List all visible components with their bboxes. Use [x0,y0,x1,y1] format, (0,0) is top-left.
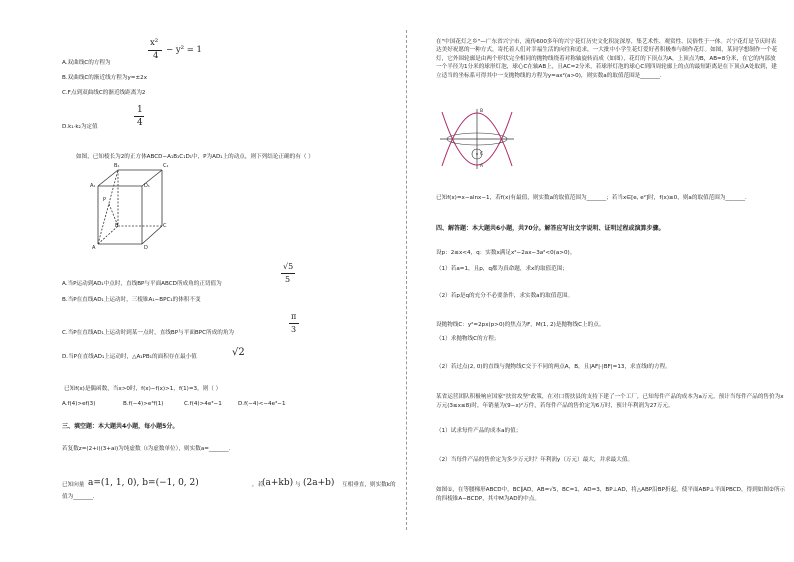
option-a: A.双曲线C的方程为 [62,60,111,66]
ineq-option-a: A.f(4)>ef(3) [62,401,96,407]
cube-figure [88,164,170,252]
column-divider [406,30,407,530]
fill-question-2-expr2: (2a+b) [303,478,335,488]
fill-question-2-c: 与 [295,482,301,488]
q18-part-1: （1）求抛物线C的方程； [436,336,500,342]
hyperbola-eq-rest: − y² = 1 [166,45,202,55]
cube-label-a: A [92,245,96,251]
q17-part-1: （1）若a=1，且p，q都为真命题，求x的取值范围； [436,266,568,272]
cube-option-d: D.当P在直线AD₁上运动时，△A₁PB₁的面积存在最小值 [62,354,197,360]
cube-option-c-frac-den: 3 [291,325,297,334]
cube-label-a1: A₁ [90,183,96,189]
fill-question-2-b: ，若 [252,482,264,488]
q17-part-2: （2）若p是q的充分不必要条件，求实数a的取值范围。 [436,293,574,299]
cube-option-c-frac-bar [289,323,299,324]
fill-question-2-d: 互相垂直，则实数k的 [342,482,396,488]
ineq-option-b: B.f(−4)>e³f(1) [123,401,164,407]
option-d: D.k₁·k₂为定值 [62,124,98,130]
cube-label-p: P [103,197,107,203]
function-question: 已知f(x)=x−alnx−1，若f(x)有最值，则实数a的取值范围为_______；若当x∈[e, e²]时，f(x)≥0，则a的取值范围为_______. [436,195,747,201]
lantern-label-b: B [480,109,484,114]
section-3-title: 三、填空题：本大题共4小题，每小题5分。 [62,423,179,430]
cube-label-b: B [115,223,119,229]
lantern-question: 在"中国花灯之乡"—广东省兴宁市，流传600多年的兴宁花灯历史文化积淀深厚，集艺术性、观赏性、民俗性于一体。兴宁花灯是节庆时表达美好祝愿的一种方式，寄托着人们对幸福生活的向往和追求，一大批中小学生花灯爱好者积极参与制作花灯。如图，某同学想制作一个花灯，它外围轮廓是由两个形状完全相同的抛物线绕着对称轴旋转而成（如图），花灯的下顶点为A，上顶点为B，AB=8分米，在它的内部放一个半径为1分米的球形灯泡，球心C在轴AB上，且AC=2分米，若球形灯泡的球心C到四周轮廓上的点的最短距离是在下顶点A处取到，建立适当的坐标系可得其中一支抛物线的方程为y=ax²(a>0)，则实数a的取值范围是_______. [436,39,778,79]
fill-question-1: 若复数z=(2+i)(3+ai)为纯虚数（i为虚数单位），则实数a=_______. [62,446,231,452]
cube-option-b: B.当P在直线AD₁上运动时，三棱锥A₁−BPC₁的体积不变 [62,297,201,303]
q18-stem: 设抛物线C：y²=2px(p>0)的焦点为F，M(1, 2)是抛物线C上的点。 [436,322,605,328]
q17-stem: 设p：2≤x<4，q：实数x满足x²−2ax−3a²<0(a>0)。 [436,250,576,256]
cube-option-c-frac-num: π [291,312,297,321]
cube-label-d1: D₁ [144,183,150,189]
ineq-option-c: C.f(4)>4e³−1 [184,401,222,407]
fill-question-2-expr1: (a+kb) [262,478,294,488]
q19-stem: 某省运营团队积极响应国家"扶贫攻坚"政策，在对口帮扶县的支持下建了一个工厂，已知每件产品的成本为a万元，预计当每件产品的售价为x万元(3≤x≤8)时，年销量为(9−x)²万件，若每件产品的售价定为6万时，预计年利润为27万元。 [436,394,784,409]
right-column [412,0,794,562]
cube-option-a: A.当P运动到AD₁中点时，直线BP与平面ABCD所成角的正切值为 [62,281,222,287]
lantern-figure [436,108,518,170]
cube-option-a-frac-bar [281,273,295,274]
section-4-title: 四、解答题：本大题共6小题，共70分。解答应写出文字说明、证明过程或演算步骤。 [436,225,665,232]
fill-question-2-a: 已知向量 [62,482,85,488]
q19-part-1: （1）试求每件产品的成本a的值； [436,428,522,434]
option-d-frac-den: 4 [137,118,143,128]
lantern-label-c: C [480,152,484,157]
cube-question: 如图，已知棱长为2的正方体ABCD−A₁B₁C₁D₁中，P为AD₁上的动点，则下列结论正确的有（ ） [76,154,314,160]
cube-label-d: D [144,245,148,251]
cube-option-a-frac-den: 5 [285,275,291,284]
cube-label-c: C [163,223,167,229]
option-d-frac-num: 1 [137,105,143,115]
cube-option-a-frac-num: √5 [283,262,294,271]
hyperbola-frac-num: x² [150,38,159,48]
cube-label-b1: B₁ [114,163,120,169]
fill-question-2-e: 值为_______. [62,494,95,500]
option-b: B.双曲线C的渐近线方程为y=±2x [62,75,148,81]
lantern-label-a: A [480,164,484,169]
cube-option-d-value: √2 [232,347,245,358]
q19-part-2: （2）当每件产品的售价定为多少万元时？年利润y（万元）最大，并求最大值。 [436,457,634,463]
hyperbola-frac-den: 4 [153,51,159,61]
ineq-option-d: D.f(−4)<−4e³−1 [238,401,286,407]
ineq-question: 已知f(x)是偶函数，当x>0时，f(x)−f(x)>1，f(1)=3，则（ ） [64,386,222,392]
option-c: C.F点到双曲线C的渐近线距离为2 [62,90,146,96]
cube-label-c1: C₁ [163,163,169,169]
fill-question-2-vectors: a=(1, 1, 0), b=(−1, 0, 2) [88,478,199,488]
cube-option-c: C.当P在直线AD₁上运动时到某一点时，直线BP与平面BPC所成的角为 [62,330,235,336]
q20-stem: 如图①，在等腰梯形ABCD中，BC∥AD，AB=√5，BC=1，AD=3，BP⊥AD，将△ABP沿BP折起，使平面ABP⊥平面PBCD，得到如图②所示的四棱锥A−BCDP，其中M为AD的中点。 [436,487,786,502]
option-d-frac-bar [134,116,144,117]
q18-part-2: （2）若过点(2, 0)的直线与抛物线C交于不同的两点A，B，且|AF|·|BF|=13，求直线l的方程。 [436,364,671,370]
